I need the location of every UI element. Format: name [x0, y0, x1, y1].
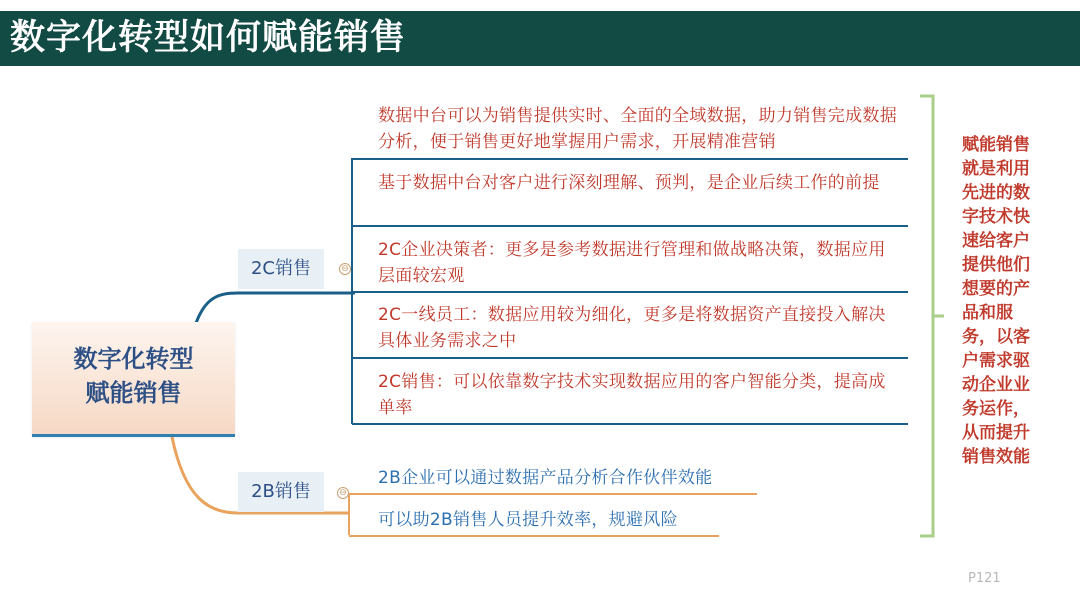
leaf-divider [352, 291, 908, 293]
leaf-2c-item[interactable]: 数据中台可以为销售提供实时、全面的全域数据，助力销售完成数据分析，便于销售更好地掌握用户需求，开展精准营销 [378, 106, 897, 152]
summary-text: 赋能销售 就是利用 先进的数 字技术快 速给客户 提供他们 想要的产 品和服 务，以客 户需求驱 动企业业 务运作， 从而提升 销售效能 [962, 135, 1030, 467]
collapse-2c-icon[interactable]: ⊖ [339, 263, 351, 275]
leaf-2b-item[interactable]: 2B企业可以通过数据产品分析合作伙伴效能 [378, 468, 713, 488]
leaf-2c-item[interactable]: 2C一线员工：数据应用较为细化，更多是将数据资产直接投入解决具体业务需求之中 [378, 305, 886, 351]
branch-2b-label: 2B销售 [251, 481, 311, 502]
leaf-divider [352, 423, 908, 425]
leaf-divider [352, 357, 908, 359]
branch-2c-label: 2C销售 [250, 258, 312, 279]
leaf-2b-item[interactable]: 可以助2B销售人员提升效率，规避风险 [378, 510, 678, 530]
page-number: P121 [968, 571, 1001, 586]
leaf-2c-item[interactable]: 2C销售：可以依靠数字技术实现数据应用的客户智能分类，提高成单率 [378, 372, 886, 418]
branch-2c[interactable] [238, 249, 324, 289]
leaf-divider [352, 158, 908, 160]
summary-bracket [920, 96, 944, 536]
leaf-divider [352, 225, 908, 227]
page-title: 数字化转型如何赋能销售 [10, 18, 407, 58]
root-label: 数字化转型 赋能销售 [73, 345, 194, 407]
leaf-2c-item[interactable]: 2C企业决策者：更多是参考数据进行管理和做战略决策，数据应用层面较宏观 [378, 240, 886, 286]
leaf-2c-item[interactable]: 基于数据中台对客户进行深刻理解、预判，是企业后续工作的前提 [378, 173, 880, 193]
leaf-divider [349, 535, 719, 537]
collapse-2b-icon[interactable]: ⊖ [337, 487, 349, 499]
branch-2b[interactable] [238, 472, 324, 512]
root-node[interactable] [32, 322, 235, 437]
leaf-divider [349, 493, 757, 495]
